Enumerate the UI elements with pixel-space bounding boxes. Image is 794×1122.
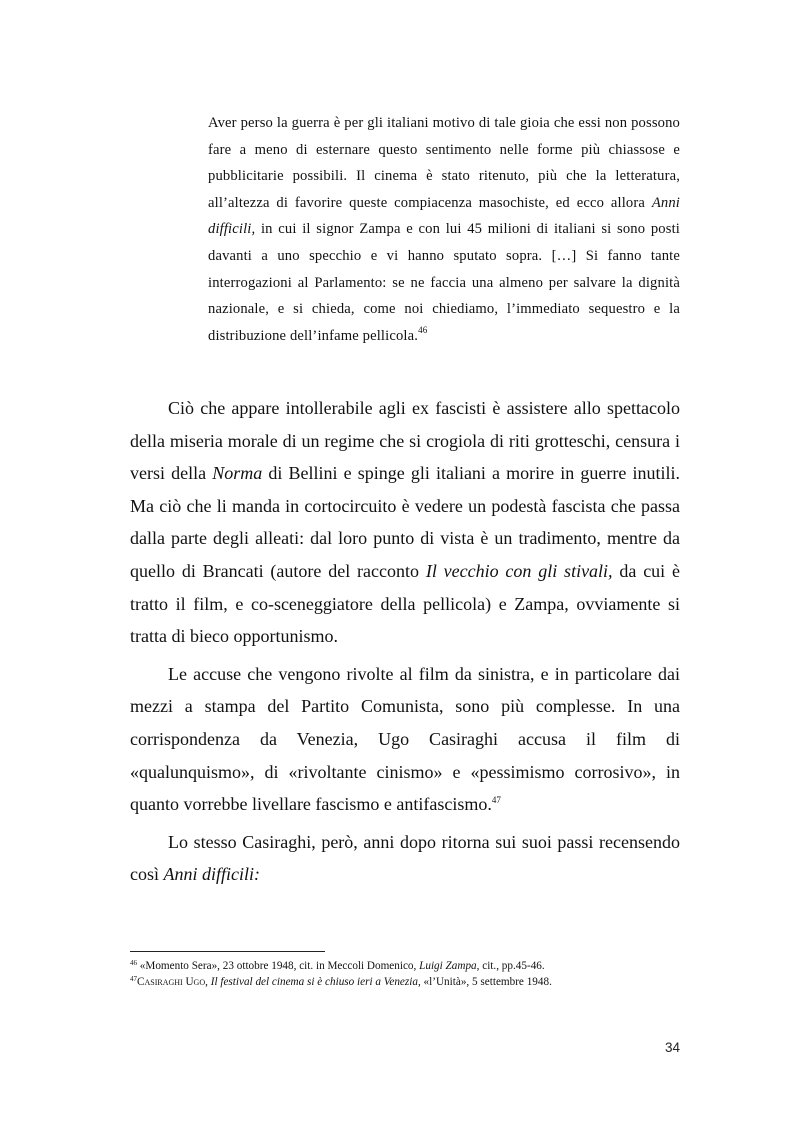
- paragraph-3: Lo stesso Casiraghi, però, anni dopo ritorna sui suoi passi recensendo così Anni difficili:: [130, 831, 680, 885]
- quote-text: Aver perso la guerra è per gli italiani motivo di tale gioia che essi non possono fare a meno di esternare questo sentimento nelle forme più chiassose e pubblicitarie possibili. Il cinema è stato ritenuto, più che la letteratura, all’altezza di favorire queste compiacenza masochiste, ed ecco allora Anni difficili, in cui il signor Zampa e con lui 45 milioni di italiani si sono posti davanti a uno specchio e vi hanno sputato sopra. […] Si fanno tante interrogazioni al Parlamento: se ne faccia una almeno per salvare la dignità nazionale, e si chieda, come noi chiediamo, l’immediato sequestro e la distribuzione dell’infame pellicola.$^{46}$: [208, 115, 680, 344]
- block-quote: [208, 110, 680, 349]
- footnote-separator: [130, 951, 325, 952]
- paragraph-1: Ciò che appare intollerabile agli ex fascisti è assistere allo spettacolo della miseria morale di un regime che si crogiola di riti grotteschi, censura i versi della Norma di Bellini e spinge gli italiani a morire in guerre inutili. Ma ciò che li manda in cortocircuito è vedere un podestà fascista che passa dalla parte degli alleati: dal loro punto di vista è un tradimento, mentre da quello di Brancati (autore del racconto Il vecchio con gli stivali, da cui è tratto il film, e co-sceneggiatore della pellicola) e Zampa, ovviamente si tratta di bieco opportunismo.: [130, 398, 680, 647]
- footnote-ref-46[interactable]: 46: [418, 324, 428, 335]
- film-title: Anni difficili,: [208, 194, 680, 238]
- paragraph-2: Le accuse che vengono rivolte al film da sinistra, e in particolare dai mezzi a stampa del Partito Comunista, sono più complesse. In una corrispondenza da Venezia, Ugo Casiraghi accusa il film di «qualunquismo», di «rivoltante cinismo» e «pessimismo corrosivo», in quanto vorrebbe livellare fascismo e antifascismo.$^{47}$: [130, 663, 680, 815]
- body-text: [130, 392, 680, 891]
- footnote-ref-47[interactable]: 47: [491, 795, 501, 806]
- page-number: 34: [664, 1040, 680, 1055]
- footnotes: [130, 958, 690, 990]
- footnote-47: $^{47}$Casiraghi Ugo, Il festival del cinema si è chiuso ieri a Venezia, «l’Unità», 5 settembre 1948.: [130, 975, 552, 988]
- footnote-46: $^{46}$ «Momento Sera», 23 ottobre 1948, cit. in Meccoli Domenico, Luigi Zampa, cit., pp.45-46.: [130, 959, 545, 972]
